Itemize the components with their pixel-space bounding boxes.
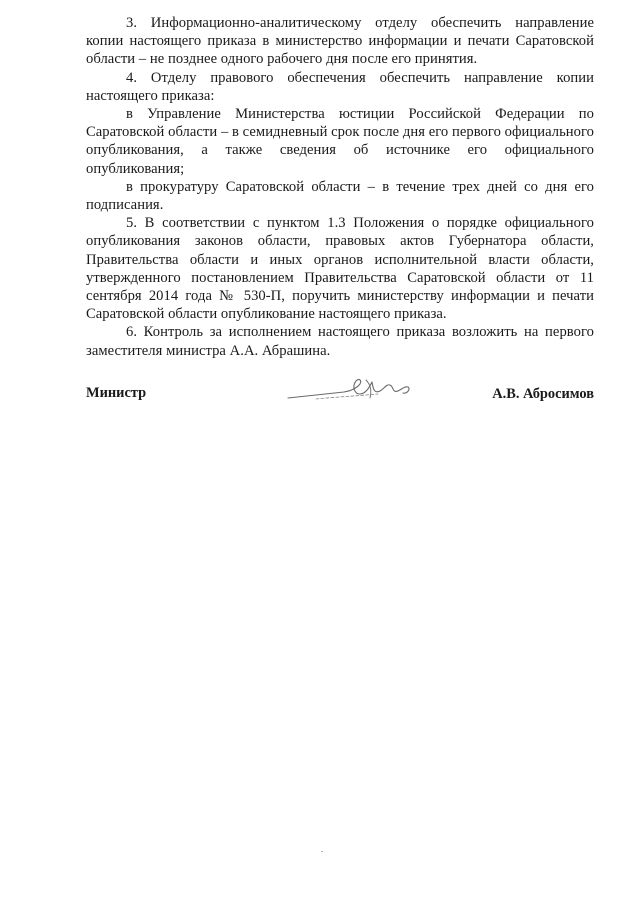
handwritten-signature-icon (286, 372, 416, 412)
paragraph-5: 5. В соответствии с пунктом 1.3 Положения о порядке официального опубликования законов области, правовых актов Губернатора области, Правительства области и иных органов исполнительной власти области, утвержденного постановлением Правительства Саратовской области от 11 сентября 2014 года № 530-П, поручить министерству информации и печати Саратовской области опубликование настоящего приказа. (86, 215, 594, 323)
paragraph-4-item-justice: в Управление Министерства юстиции Российской Федерации по Саратовской области – в семидневный срок после дня его первого официального опубликования, а также сведения об источнике его официального опубликования; (86, 106, 594, 177)
signer-name: А.В. Абросимов (492, 386, 594, 402)
paragraph-4: 4. Отделу правового обеспечения обеспечить направление копии настоящего приказа: (86, 69, 594, 104)
scan-speck (321, 851, 323, 852)
signature-block (86, 380, 594, 420)
paragraph-3: 3. Информационно-аналитическому отделу обеспечить направление копии настоящего приказа в министерство информации и печати Саратовской области – не позднее одного рабочего дня после его принятия. (86, 15, 594, 68)
paragraph-4-item-prosecutor: в прокуратуру Саратовской области – в течение трех дней со дня его подписания. (86, 178, 594, 214)
signer-role: Министр (86, 385, 147, 401)
paragraph-6: 6. Контроль за исполнением настоящего приказа возложить на первого заместителя министра А.А. Абрашина. (86, 324, 594, 359)
document-body (86, 14, 594, 360)
